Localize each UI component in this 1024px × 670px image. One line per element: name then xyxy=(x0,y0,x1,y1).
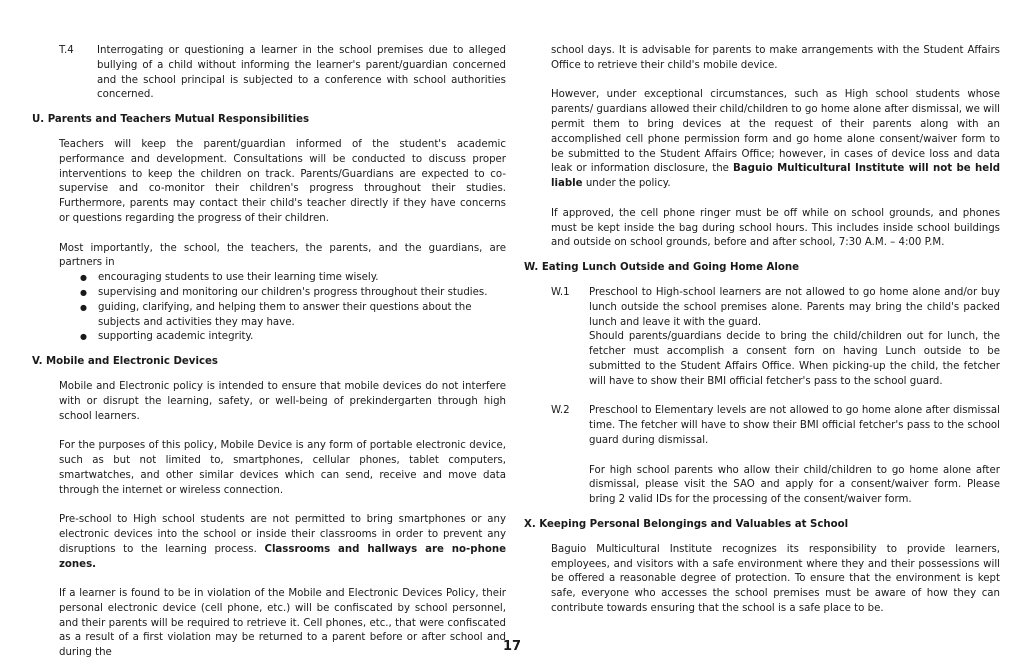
item-w2-text-2: For high school parents who allow their child/children to go home alone after dismissal, please visit the SAO and apply for a consent/waiver form. Please bring 2 valid IDs for the processing of the consent/waiver form. xyxy=(589,464,1000,506)
item-w1-text: Preschool to High-school learners are not allowed to go home alone and/or buy lunch outside the school premises alone. Parents may bring the child's packed lunch and leave it with the guard. xyxy=(589,286,1000,328)
item-w1-label: W.1 xyxy=(551,286,570,298)
item-w1 xyxy=(551,286,1000,390)
item-t4-text: Interrogating or questioning a learner in the school premises due to alleged bullying of a child without informing the learner's parent/guardian concerned and the school principal is subjected to a conference with school authorities concerned. xyxy=(97,45,506,101)
section-x-paragraph-1: Baguio Multicultural Institute recognizes its responsibility to provide learners, employees, and visitors with a safe environment where they and their possessions will be offered a reasonable degree of protection. To ensure that the environment is kept safe, everyone who accesses the school premises must be aware of how they can contribute towards ensuring that the school is a safe place to be. xyxy=(551,543,1000,614)
section-w-heading: W. Eating Lunch Outside and Going Home Alone xyxy=(524,262,800,274)
item-w2 xyxy=(551,404,1000,508)
section-v-paragraph-5-text: However, under exceptional circumstances, such as High school students whose parents/ guardians allowed their child/children to go home alone after dismissal, we will permit them to bring devices at the request of their parents along with an accomplished cell phone permission form and go home alone consent/waiver form to be submitted to the Student Affairs Office; however, in cases of device loss and data leak or information disclosure, the xyxy=(551,89,1000,175)
section-v-paragraph-5-end: under the policy. xyxy=(585,178,671,190)
section-v-paragraph-2: For the purposes of this policy, Mobile Device is any form of portable electronic device, such as but not limited to, smartphones, cellular phones, tablet computers, smartwatches, and other similar devices which can send, receive and move data through the internet or wireless connection. xyxy=(59,440,506,496)
section-v-paragraph-3 xyxy=(59,513,506,572)
section-u-paragraph-1: Teachers will keep the parent/guardian informed of the student's academic performance and development. Consultations will be conducted to discuss proper interventions to keep the children on track. Parents/Guardians are expected to co-supervise and co-monitor their children's progress throughout their studies. Furthermore, parents may contact their child's teacher directly if they have concerns or questions regarding the progress of their children. xyxy=(59,138,506,224)
section-u-paragraph-2: Most importantly, the school, the teachers, the parents, and the guardians, are partners in xyxy=(59,242,506,269)
page-number: 17 xyxy=(502,639,522,654)
item-w2-label: W.2 xyxy=(551,405,570,417)
item-w1-text-2: Should parents/guardians decide to bring the child/children out for lunch, the fetcher must accomplish a consent forn on having Lunch outside to be submitted to the Student Affairs Office. When picking-up the child, the fetcher will have to show their BMI official fetcher's pass to the school guard. xyxy=(589,331,1000,387)
bullet-item: ● encouraging students to use their learning time wisely. xyxy=(80,271,506,286)
item-t4 xyxy=(59,44,506,103)
no-phone-zone-notice: Classrooms and hallways are no-phone zones. xyxy=(59,543,506,570)
section-v-paragraph-4: If a learner is found to be in violation of the Mobile and Electronic Devices Policy, their personal electronic device (cell phone, etc.) will be confiscated by school personnel, and their parents will be required to retrieve it. Cell phones, etc., that were confiscated as a result of a first violation may be returned to a parent before or after school and during the xyxy=(59,588,506,659)
section-x-heading: X. Keeping Personal Belongings and Valuables at School xyxy=(524,518,849,530)
bullet-item: ● guiding, clarifying, and helping them to answer their questions about the subjects and activities they may have. xyxy=(80,301,506,331)
section-u-bullet-list xyxy=(80,271,506,345)
section-v-paragraph-4-continued: school days. It is advisable for parents to make arrangements with the Student Affairs Office to retrieve their child's mobile device. xyxy=(551,45,1000,71)
bullet-item: ● supporting academic integrity. xyxy=(80,330,506,345)
bullet-item: ● supervising and monitoring our children's progress throughout their studies. xyxy=(80,286,506,301)
section-v-paragraph-1: Mobile and Electronic policy is intended to ensure that mobile devices do not interfere with or disrupt the learning, safety, or well-being of prekindergarten through high school learners. xyxy=(59,380,506,422)
section-v-paragraph-3-text: Pre-school to High school students are not permitted to bring smartphones or any electronic devices into the school or inside their classrooms in order to prevent any disruptions to the learning process. xyxy=(59,514,506,555)
item-t4-label: T.4 xyxy=(59,45,74,56)
section-u-heading: U. Parents and Teachers Mutual Responsibilities xyxy=(32,114,310,126)
right-column xyxy=(524,44,1000,617)
liability-notice: Baguio Multicultural Institute will not be held liable xyxy=(551,163,1000,190)
section-v-paragraph-5 xyxy=(551,88,1000,192)
section-v-paragraph-6: If approved, the cell phone ringer must be off while on school grounds, and phones must be kept inside the bag during school hours. This includes inside school buildings and outside on school grounds, before and after school, 7:30 A.M. – 4:00 P.M. xyxy=(551,207,1000,249)
left-column xyxy=(32,44,506,661)
section-v-heading: V. Mobile and Electronic Devices xyxy=(32,356,218,368)
item-w2-text: Preschool to Elementary levels are not allowed to go home alone after dismissal time. The fetcher will have to show their BMI official fetcher's pass to the school guard during dismissal. xyxy=(589,405,1000,446)
